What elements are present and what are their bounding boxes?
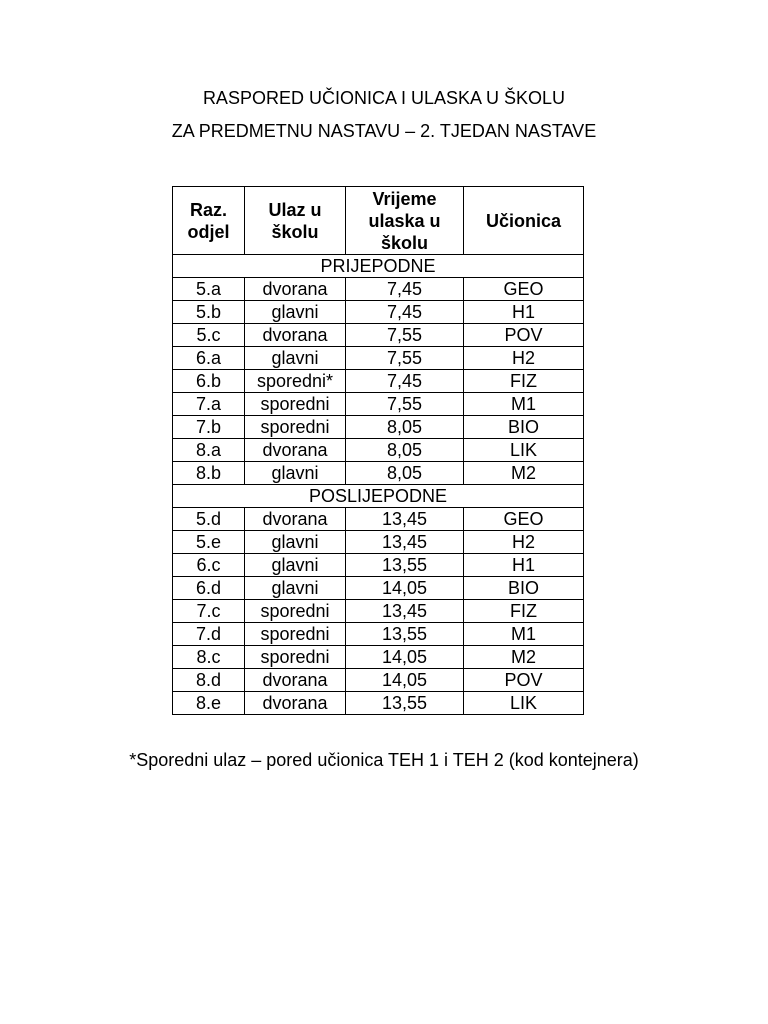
classroom-cell: M1 (464, 623, 584, 646)
classroom-cell: LIK (464, 692, 584, 715)
classroom-cell: M2 (464, 462, 584, 485)
classroom-cell: FIZ (464, 600, 584, 623)
table-row (173, 531, 584, 554)
time-cell: 7,55 (346, 324, 464, 347)
classroom-cell: FIZ (464, 370, 584, 393)
class-cell: 6.b (173, 370, 245, 393)
section-label: PRIJEPODNE (173, 255, 584, 278)
header-line: školu (271, 221, 319, 242)
table-row (173, 692, 584, 715)
classroom-cell: M2 (464, 646, 584, 669)
header-row (173, 187, 584, 255)
entrance-cell: sporedni (245, 600, 346, 623)
table-row (173, 554, 584, 577)
time-cell: 8,05 (346, 439, 464, 462)
entrance-cell: dvorana (245, 508, 346, 531)
table-row (173, 577, 584, 600)
header-line: odjel (187, 221, 230, 242)
class-cell: 6.c (173, 554, 245, 577)
entrance-cell: sporedni (245, 416, 346, 439)
footnote: *Sporedni ulaz – pored učionica TEH 1 i TEH 2 (kod kontejnera) (129, 750, 639, 770)
document-title: RASPORED UČIONICA I ULASKA U ŠKOLU (202, 88, 566, 108)
time-cell: 13,55 (346, 692, 464, 715)
entrance-cell: sporedni* (245, 370, 346, 393)
entrance-cell: dvorana (245, 692, 346, 715)
entrance-cell: glavni (245, 301, 346, 324)
time-cell: 14,05 (346, 669, 464, 692)
entrance-cell: sporedni (245, 623, 346, 646)
entrance-cell: dvorana (245, 278, 346, 301)
time-cell: 7,45 (346, 278, 464, 301)
entrance-cell: dvorana (245, 324, 346, 347)
class-cell: 7.c (173, 600, 245, 623)
table-row (173, 623, 584, 646)
class-cell: 7.b (173, 416, 245, 439)
table-row (173, 646, 584, 669)
classroom-cell: GEO (464, 278, 584, 301)
section-row (173, 485, 584, 508)
table-row (173, 508, 584, 531)
time-cell: 13,45 (346, 600, 464, 623)
time-cell: 13,45 (346, 508, 464, 531)
class-cell: 5.c (173, 324, 245, 347)
time-cell: 7,45 (346, 301, 464, 324)
header-line: ulaska u (368, 210, 441, 231)
table-row (173, 669, 584, 692)
header-line: Ulaz u (268, 199, 322, 220)
document-subtitle: ZA PREDMETNU NASTAVU – 2. TJEDAN NASTAVE (171, 121, 597, 141)
class-cell: 6.a (173, 347, 245, 370)
table-header (173, 187, 584, 255)
entrance-cell: glavni (245, 577, 346, 600)
table-row (173, 324, 584, 347)
class-cell: 6.d (173, 577, 245, 600)
header-classroom (464, 187, 584, 255)
classroom-cell: BIO (464, 416, 584, 439)
header-line: Učionica (485, 210, 562, 231)
header-class (173, 187, 245, 255)
table-row (173, 301, 584, 324)
class-cell: 8.e (173, 692, 245, 715)
header-entry-time (346, 187, 464, 255)
classroom-cell: H2 (464, 347, 584, 370)
time-cell: 8,05 (346, 462, 464, 485)
class-cell: 5.a (173, 278, 245, 301)
classroom-cell: H2 (464, 531, 584, 554)
entrance-cell: dvorana (245, 439, 346, 462)
time-cell: 8,05 (346, 416, 464, 439)
class-cell: 7.d (173, 623, 245, 646)
entrance-cell: glavni (245, 554, 346, 577)
time-cell: 7,55 (346, 393, 464, 416)
header-line: Vrijeme (372, 188, 437, 209)
classroom-cell: M1 (464, 393, 584, 416)
classroom-cell: BIO (464, 577, 584, 600)
time-cell: 13,45 (346, 531, 464, 554)
class-cell: 5.d (173, 508, 245, 531)
entrance-cell: sporedni (245, 646, 346, 669)
entrance-cell: glavni (245, 531, 346, 554)
table-row (173, 347, 584, 370)
table-row (173, 370, 584, 393)
table-row (173, 278, 584, 301)
table-row (173, 439, 584, 462)
section-row (173, 255, 584, 278)
classroom-cell: POV (464, 324, 584, 347)
class-cell: 8.d (173, 669, 245, 692)
entrance-cell: glavni (245, 462, 346, 485)
class-cell: 7.a (173, 393, 245, 416)
time-cell: 7,55 (346, 347, 464, 370)
class-cell: 8.c (173, 646, 245, 669)
classroom-cell: LIK (464, 439, 584, 462)
header-line: Raz. (189, 199, 227, 220)
header-entrance (245, 187, 346, 255)
time-cell: 13,55 (346, 554, 464, 577)
class-cell: 5.b (173, 301, 245, 324)
table-row (173, 393, 584, 416)
table-body (173, 255, 584, 715)
classroom-cell: POV (464, 669, 584, 692)
time-cell: 13,55 (346, 623, 464, 646)
time-cell: 14,05 (346, 577, 464, 600)
entrance-cell: dvorana (245, 669, 346, 692)
class-cell: 8.b (173, 462, 245, 485)
schedule-table (172, 186, 584, 715)
class-cell: 8.a (173, 439, 245, 462)
table-row (173, 416, 584, 439)
classroom-cell: H1 (464, 554, 584, 577)
section-label: POSLIJEPODNE (173, 485, 584, 508)
table-row (173, 462, 584, 485)
entrance-cell: sporedni (245, 393, 346, 416)
time-cell: 14,05 (346, 646, 464, 669)
classroom-cell: H1 (464, 301, 584, 324)
entrance-cell: glavni (245, 347, 346, 370)
table-row (173, 600, 584, 623)
time-cell: 7,45 (346, 370, 464, 393)
class-cell: 5.e (173, 531, 245, 554)
classroom-cell: GEO (464, 508, 584, 531)
header-line: školu (380, 232, 428, 253)
